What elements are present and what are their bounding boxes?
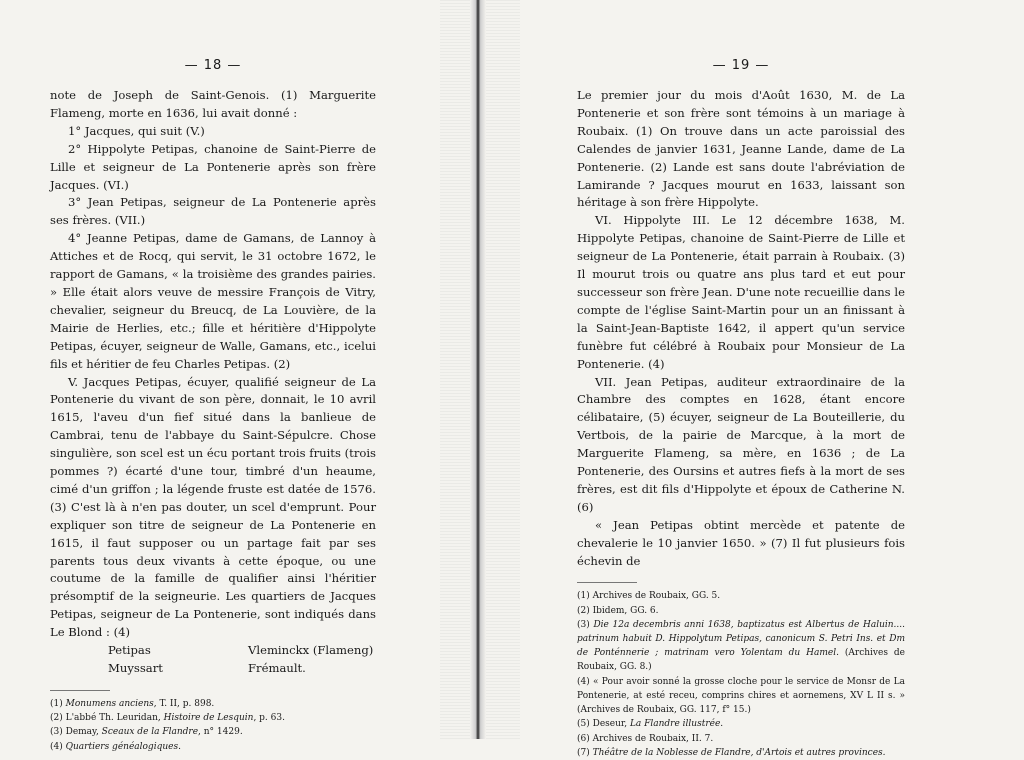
footnote: (2) Ibidem, GG. 6.: [577, 605, 659, 616]
footnote: (4) Quartiers généalogiques.: [50, 741, 181, 752]
paragraph: VI. Hippolyte III. Le 12 décembre 1638, M. Hippolyte Petipas, chanoine de Saint-Pierre de Lille et seigneur de La Pontenerie, était parrain à Roubaix. (3) Il mourut trois ou quatre ans plus tard et eut pour successeur son frère Jean. D'une note recueillie dans le compte de l'église Saint-Martin pour un an finissant à la Saint-Jean-Baptiste 1642, il appert qu'un service funèbre fut célébré à Roubaix pour Monsieur de La Pontenerie. (4): [577, 213, 905, 371]
footnote: (3) Die 12a decembris anni 1638, baptizatus est Albertus de Haluin.... patrinum habuit D. Hippolytum Petipas, canonicum S. Petri Ins. et Dm de Ponténnerie ; matrinam vero Yolentam du Hamel. (Archives de Roubaix, GG. 8.): [577, 619, 905, 673]
footnote: (2) L'abbé Th. Leuridan, Histoire de Lesquin, p. 63.: [50, 713, 285, 724]
left-body: [50, 87, 376, 678]
paragraph: 2° Hippolyte Petipas, chanoine de Saint-Pierre de Lille et seigneur de La Pontenerie après son frère Jacques. (VI.): [50, 141, 376, 192]
footnote: (5) Deseur, La Flandre illustrée.: [577, 719, 724, 730]
footnote: (7) Théâtre de la Noblesse de Flandre, d'Artois et autres provinces.: [577, 747, 886, 758]
quarter-name: Petipas: [108, 643, 151, 658]
footnote: (3) Demay, Sceaux de la Flandre, n° 1429.: [50, 727, 243, 738]
paragraph: 3° Jean Petipas, seigneur de La Pontenerie après ses frères. (VII.): [50, 195, 376, 228]
paragraph: VII. Jean Petipas, auditeur extraordinaire de la Chambre des comptes en 1628, étant encore célibataire, (5) écuyer, seigneur de La Bouteillerie, du Vertbois, de la pairie de Marcque, à la mort de Marguerite Flameng, sa mère, en 1636 ; de La Pontenerie, des Oursins et autres fiefs à la mort de ses frères, est dit fils d'Hippolyte et époux de Catherine N. (6): [577, 374, 905, 514]
quarter-name: Muyssart: [108, 661, 163, 675]
paragraph: note de Joseph de Saint-Genois. (1) Marguerite Flameng, morte en 1636, lui avait donné :: [50, 88, 376, 120]
paragraph: 1° Jacques, qui suit (V.): [68, 123, 205, 138]
footnote-rule: [577, 582, 637, 583]
right-body: [577, 87, 905, 570]
paragraph: 4° Jeanne Petipas, dame de Gamans, de Lannoy à Attiches et de Rocq, qui servit, le 31 octobre 1672, le rapport de Gamans, « la troisième des grandes pairies. » Elle était alors veuve de messire François de Vitry, chevalier, seigneur du Breucq, de La Louvière, de la Mairie de Herlies, etc.; fille et héritière d'Hippolyte Petipas, écuyer, seigneur de Walle, Gamans, etc., icelui fils et héritier de feu Charles Petipas. (2): [50, 231, 376, 371]
paragraph: V. Jacques Petipas, écuyer, qualifié seigneur de La Pontenerie du vivant de son père, donnait, le 10 avril 1615, l'aveu d'un fief situé dans la banlieue de Cambrai, tenu de l'abbaye du Saint-Sépulcre. Chose singulière, son scel est un écu portant trois fruits (trois pommes ?) écarté d'une tour, timbré d'un heaume, cimé d'un griffon ; la légende fruste est datée de 1576. (3) C'est là à n'en pas douter, un scel d'emprunt. Pour expliquer son titre de seigneur de La Pontenerie en 1615, il faut supposer ou un partage fait par ses parents tous deux vivants à cette époque, ou une coutume de la famille de qualifier ainsi l'héritier présomptif de la seigneurie. Les quartiers de Jacques Petipas, seigneur de La Pontenerie, sont indiqués dans Le Blond : (4): [50, 374, 376, 640]
quarter-name: Frémault.: [248, 661, 306, 675]
quarter-name: Vleminckx (Flameng): [248, 643, 374, 658]
quarters-list: [108, 642, 376, 678]
left-footnotes: [50, 697, 376, 754]
footnote: (1) Monumens anciens, T. II, p. 898.: [50, 698, 215, 709]
footnote: (1) Archives de Roubaix, GG. 5.: [577, 591, 721, 602]
left-page: [50, 58, 376, 754]
book-gutter: [470, 0, 486, 739]
paragraph: Le premier jour du mois d'Août 1630, M. de La Pontenerie et son frère sont témoins à un mariage à Roubaix. (1) On trouve dans un acte paroissial des Calendes de janvier 1631, Jeanne Lande, dame de La Pontenerie. (2) Lande est sans doute l'abréviation de Lamirande ? Jacques mourut en 1633, laissant son héritage à son frère Hippolyte.: [577, 88, 905, 210]
page-number-right: — 19 —: [712, 58, 770, 73]
footnote: (6) Archives de Roubaix, II. 7.: [577, 733, 714, 744]
right-footnotes: [577, 589, 905, 759]
footnote: (4) « Pour avoir sonné la grosse cloche pour le service de Monsr de La Pontenerie, at esté receu, comprins chires et aornemens, XV L II s. » (Archives de Roubaix, GG. 117, f° 15.): [577, 676, 905, 716]
footnote-rule: [50, 690, 110, 691]
right-page: [577, 58, 905, 760]
paragraph: « Jean Petipas obtint mercède et patente de chevalerie le 10 janvier 1650. » (7) Il fut plusieurs fois échevin de: [577, 517, 905, 568]
page-number-left: — 18 —: [184, 58, 242, 73]
